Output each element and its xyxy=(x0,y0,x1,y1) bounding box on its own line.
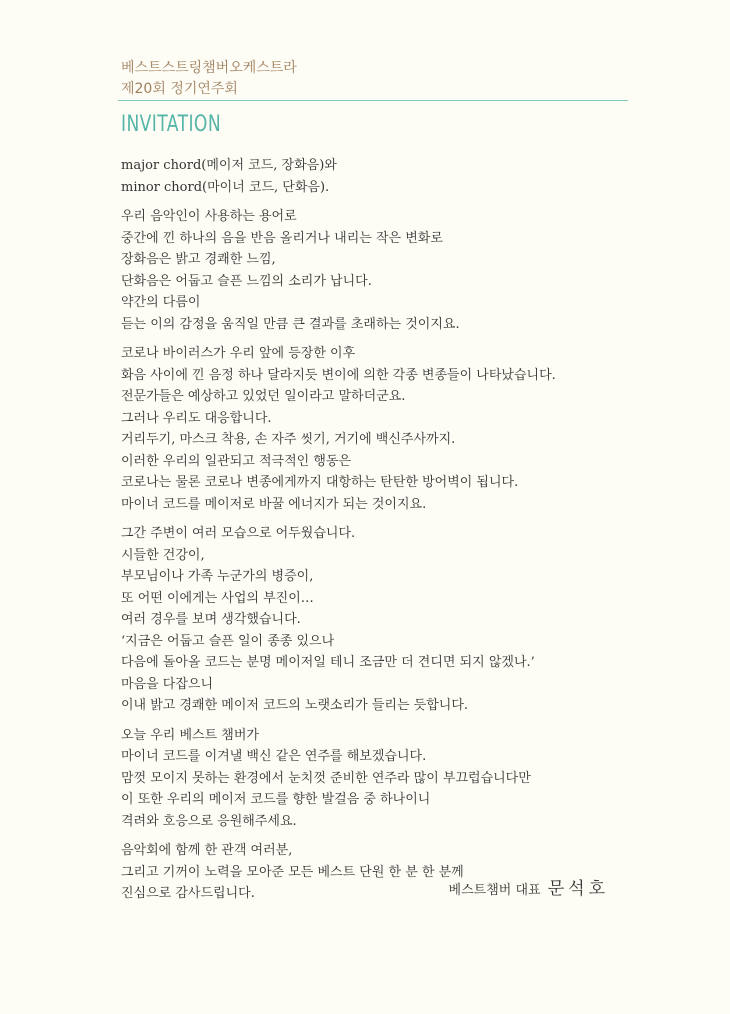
text-line: 거리두기, 마스크 착용, 손 자주 씻기, 거기에 백신주사까지. xyxy=(121,432,456,447)
text-line: 듣는 이의 감정을 움직일 만큼 큰 결과를 초래하는 것이지요. xyxy=(121,316,460,332)
signature-role: 베스트챔버 대표 xyxy=(448,883,541,898)
text-line: 음악회에 함께 한 관객 여러분, xyxy=(121,843,293,858)
text-line: 그간 주변이 여러 모습으로 어두웠습니다. xyxy=(121,526,356,541)
header-divider xyxy=(118,100,628,101)
text-line: 마음을 다잡으니 xyxy=(121,676,214,692)
orchestra-name: 베스트스트링챔버오케스트라 xyxy=(121,60,297,76)
text-line: 시들한 건강이, xyxy=(121,547,205,563)
text-line: 진심으로 감사드립니다. xyxy=(121,886,255,901)
text-line: 다음에 돌아올 코드는 분명 메이저일 테니 조금만 더 견디면 되지 않겠나.’ xyxy=(121,655,535,670)
text-line: 코로나는 물론 코로나 변종에게까지 대항하는 탄탄한 방어벽이 됩니다. xyxy=(121,475,519,490)
text-line: 또 어떤 이에게는 사업의 부진이… xyxy=(121,590,314,606)
paragraph xyxy=(121,523,601,717)
concert-header xyxy=(121,58,297,100)
text-line: 여러 경우를 보며 생각했습니다. xyxy=(121,612,301,627)
text-line: 단화음은 어둡고 슬픈 느낌의 소리가 납니다. xyxy=(121,273,372,289)
signature-name: 문석호 xyxy=(547,879,609,899)
paragraph xyxy=(121,206,601,335)
text-line: 약간의 다름이 xyxy=(121,295,201,310)
text-line: 이 또한 우리의 메이저 코드를 향한 발걸음 중 하나이니 xyxy=(121,792,431,807)
text-line: minor chord(마이너 코드, 단화음). xyxy=(121,179,330,195)
text-line: 부모님이나 가족 누군가의 병증이, xyxy=(121,569,314,584)
text-line: 이러한 우리의 일관되고 적극적인 행동은 xyxy=(121,453,352,469)
text-line: ‘지금은 어둡고 슬픈 일이 종종 있으나 xyxy=(121,633,335,649)
text-line: 맘껏 모이지 못하는 환경에서 눈치껏 준비한 연주라 많이 부끄럽습니다만 xyxy=(121,770,531,786)
text-line: 장화음은 밝고 경쾌한 느낌, xyxy=(121,252,276,267)
text-line: 마이너 코드를 메이저로 바꿀 에너지가 되는 것이지요. xyxy=(121,496,427,512)
text-line: 중간에 낀 하나의 음을 반음 올리거나 내리는 작은 변화로 xyxy=(121,230,443,246)
text-line: major chord(메이저 코드, 장화음)와 xyxy=(121,158,337,173)
paragraph xyxy=(121,155,601,198)
text-line: 코로나 바이러스가 우리 앞에 등장한 이후 xyxy=(121,346,356,361)
text-line: 오늘 우리 베스트 챔버가 xyxy=(121,727,259,743)
text-line: 격려와 호응으로 응원해주세요. xyxy=(121,813,297,829)
paragraph xyxy=(121,725,601,833)
signature xyxy=(449,874,609,899)
text-line: 그러나 우리도 대응합니다. xyxy=(121,410,272,426)
text-line: 마이너 코드를 이겨낼 백신 같은 연주를 해보겠습니다. xyxy=(121,749,427,764)
text-line: 이내 밝고 경쾌한 메이저 코드의 노랫소리가 들리는 듯합니다. xyxy=(121,698,469,713)
text-line: 우리 음악인이 사용하는 용어로 xyxy=(121,209,297,224)
page-title: INVITATION xyxy=(121,112,222,137)
text-line: 전문가들은 예상하고 있었던 일이라고 말하더군요. xyxy=(121,389,406,404)
text-line: 그리고 기꺼이 노력을 모아준 모든 베스트 단원 한 분 한 분께 xyxy=(121,864,464,880)
concert-subtitle: 제20회 정기연주회 xyxy=(121,81,238,97)
text-line: 화음 사이에 낀 음정 하나 달라지듯 변이에 의한 각종 변종들이 나타났습니다. xyxy=(121,367,556,383)
paragraph xyxy=(121,343,601,515)
letter-body xyxy=(121,155,601,913)
